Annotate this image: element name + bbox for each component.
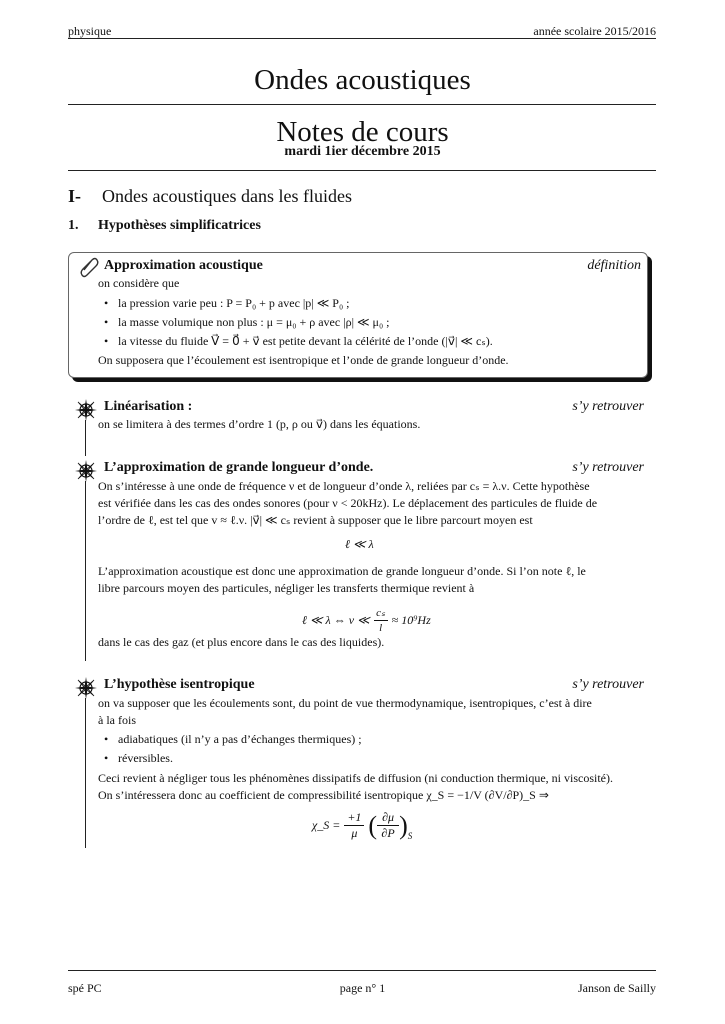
linearisation-tag: s’y retrouver (572, 399, 644, 414)
fraction-numerator: +1 (347, 810, 362, 824)
header-left: physique (68, 24, 112, 38)
definition-title: Approximation acoustique (104, 258, 263, 273)
paragraph-line: l’ordre de ℓ, est tel que v ≈ ℓ.ν. |v⃗| ≪ cₛ revient à supposer que le libre parcourt moyen est (98, 513, 533, 527)
compass-rose-icon (74, 398, 96, 420)
section-number: I- (68, 186, 81, 206)
fraction (374, 606, 388, 635)
right-paren: ) (399, 810, 408, 840)
paragraph-line: On s’intéresse à une onde de fréquence ν et de longueur d’onde λ, reliées par cₛ = λ.ν. Cette hypothèse (98, 479, 590, 493)
definition-intro: on considère que (98, 276, 180, 290)
page-title: Ondes acoustiques (254, 64, 471, 96)
paragraph-line: On s’intéressera donc au coefficient de compressibilité isentropique χ_S = −1/V (∂V/∂P)_S ⇒ (98, 788, 549, 802)
equation-right: ≈ 10⁹Hz (391, 613, 431, 627)
long-wavelength-title: L’approximation de grande longueur d’onde. (104, 460, 374, 475)
paragraph-line: L’approximation acoustique est donc une approximation de grande longueur d’onde. Si l’on note ℓ, le (98, 564, 586, 578)
paragraph-line: libre parcours moyen des particules, négliger les transferts thermique revient à (98, 581, 475, 595)
left-paren: ( (368, 810, 378, 840)
paragraph-line: on va supposer que les écoulements sont, du point de vue thermodynamique, isentropiques, c’est à dire (98, 696, 592, 710)
fraction-numerator: cₛ (376, 607, 386, 619)
equation (302, 606, 431, 635)
isentropic-bullet: • adiabatiques (il n’y a pas d’échanges thermiques) ; (98, 731, 362, 748)
definition-outro: On supposera que l’écoulement est isentropique et l’onde de grande longueur d’onde. (98, 353, 509, 367)
definition-bullet: • la vitesse du fluide V⃗ = 0⃗ + v⃗ est petite devant la célérité de l’onde (|v⃗| ≪ cₛ). (98, 333, 493, 350)
subsection-heading (68, 218, 261, 234)
linearisation-title: Linéarisation : (104, 399, 193, 414)
section-title: Ondes acoustiques dans les fluides (102, 186, 352, 206)
header-rule (68, 38, 656, 39)
isentropic-bullet: • réversibles. (98, 750, 173, 767)
subsection-number: 1. (68, 218, 79, 233)
footer-right: Janson de Sailly (578, 981, 656, 995)
equation: ℓ ≪ λ (345, 537, 374, 551)
block-rule (85, 481, 86, 661)
footer-left: spé PC (68, 981, 102, 995)
page-number: page n° 1 (339, 981, 386, 995)
fraction-numerator: ∂μ (382, 810, 395, 824)
paragraph-line: Ceci revient à négliger tous les phénomènes dissipatifs de diffusion (ni conduction thermique, ni viscosité). (98, 771, 613, 785)
paragraph-line: est vérifiée dans les cas des ondes sonores (pour ν < 20kHz). Le déplacement des particules de fluide de (98, 496, 598, 510)
fraction-denominator: l (374, 620, 388, 635)
page-date: mardi 1ier décembre 2015 (284, 144, 441, 159)
paperclip-icon (78, 256, 100, 278)
page-subtitle: Notes de cours (276, 116, 449, 148)
linearisation-text: on se limitera à des termes d’ordre 1 (p, ρ ou v⃗) dans les équations. (98, 417, 421, 431)
fraction (344, 810, 364, 841)
equation-subscript: S (407, 831, 413, 841)
compass-rose-icon (74, 676, 96, 698)
paragraph-line: dans le cas des gaz (et plus encore dans le cas des liquides). (98, 635, 385, 649)
fraction (377, 810, 399, 841)
block-rule (85, 698, 86, 848)
title-rule (68, 104, 656, 105)
fraction-denominator: μ (344, 825, 364, 841)
date-rule (68, 170, 656, 171)
equation-left: ℓ ≪ λ ⇔ ν ≪ (302, 613, 370, 627)
equation-left: χ_S = (312, 818, 341, 832)
isentropic-tag: s’y retrouver (572, 677, 644, 692)
footer-rule (68, 970, 656, 971)
definition-bullet: • la masse volumique non plus : μ = μ₀ + ρ avec |ρ| ≪ μ₀ ; (98, 314, 390, 331)
fraction-denominator: ∂P (377, 825, 399, 841)
block-rule (85, 420, 86, 456)
paragraph-line: à la fois (98, 713, 136, 727)
compass-rose-icon (74, 459, 96, 481)
isentropic-title: L’hypothèse isentropique (104, 677, 255, 692)
long-wavelength-tag: s’y retrouver (572, 460, 644, 475)
section-heading (68, 186, 352, 207)
definition-bullet: • la pression varie peu : P = P₀ + p avec |p| ≪ P₀ ; (98, 295, 349, 312)
subsection-title: Hypothèses simplificatrices (98, 218, 261, 233)
equation (312, 810, 412, 841)
definition-tag: définition (587, 258, 641, 273)
header-right: année scolaire 2015/2016 (533, 24, 656, 38)
